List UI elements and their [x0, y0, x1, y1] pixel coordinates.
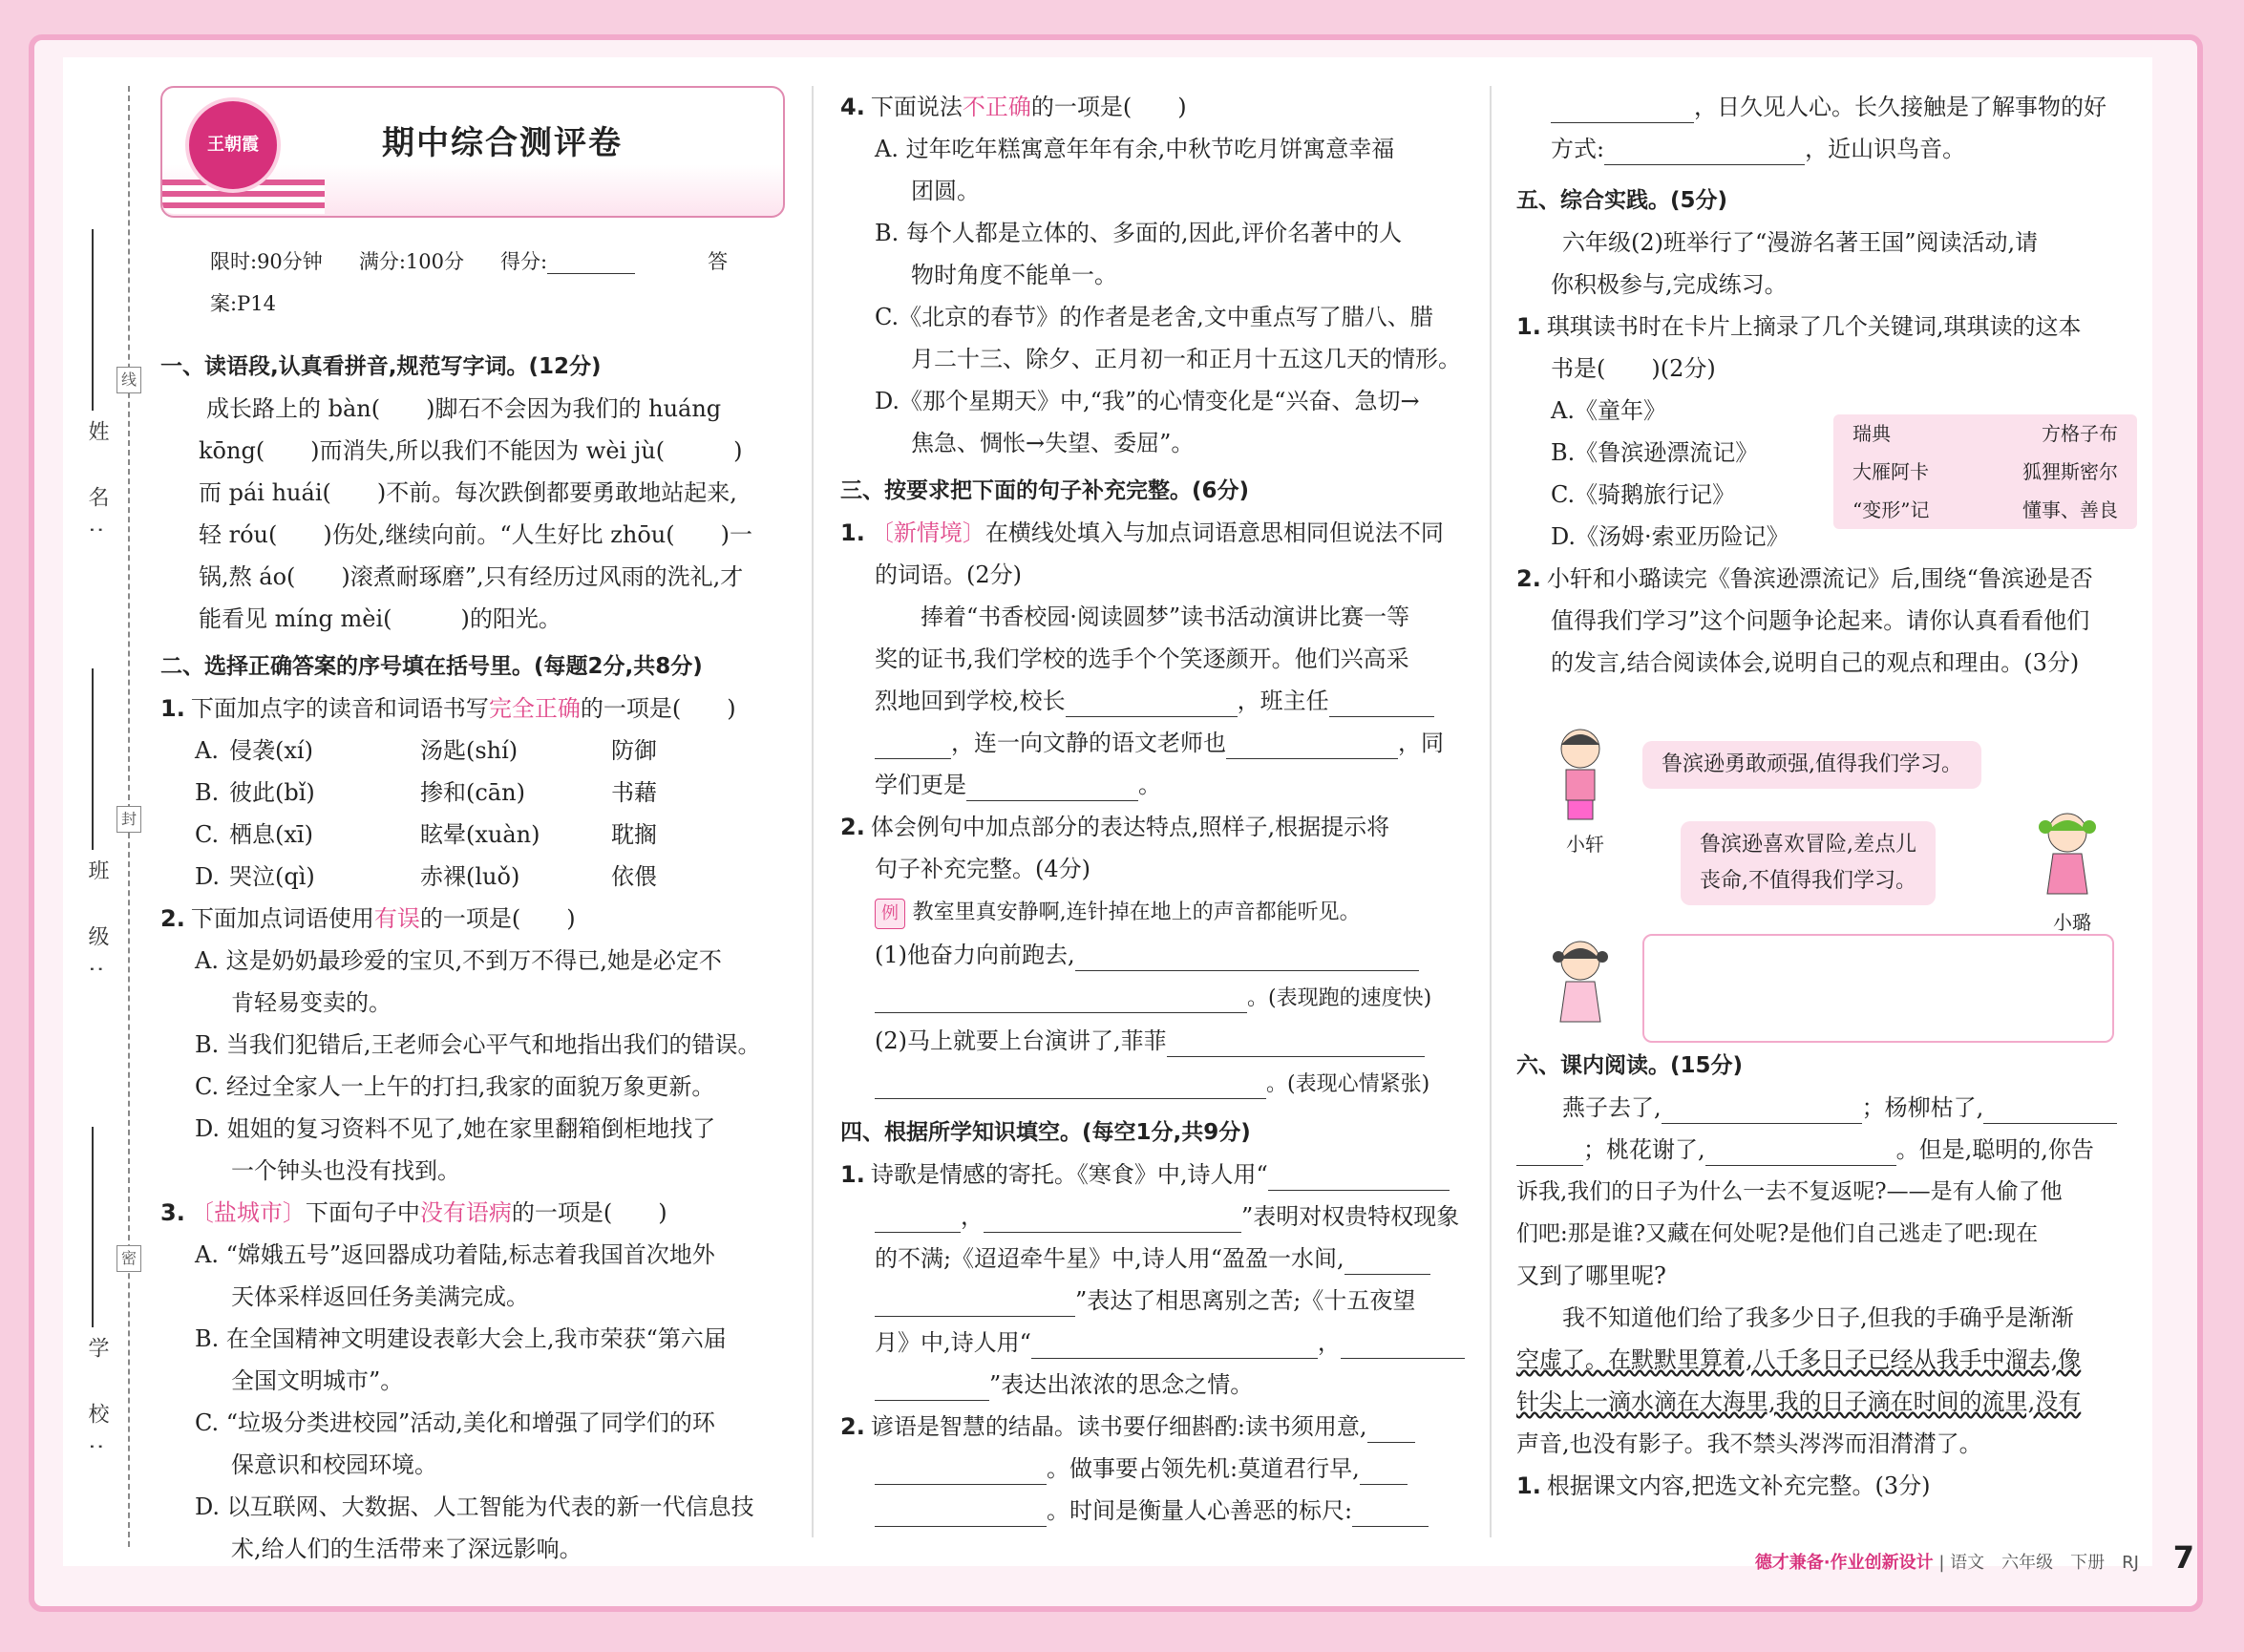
s5-q1-stem: 1. 琪琪读书时在卡片上摘录了几个关键词,琪琪读的这本	[1516, 313, 2082, 340]
s2-q1-option: B. 彼此(bǐ) 掺和(cān) 书藉	[195, 779, 657, 806]
s4-q2-line: 方式: ，近山识鸟音。	[1516, 128, 2137, 170]
answer-blank[interactable]	[1226, 730, 1398, 759]
s5-intro: 六年级(2)班举行了“漫游名著王国”阅读活动,请	[1562, 229, 2039, 256]
s1-line: 而 pái huái( )不前。每次跌倒都要勇敢地站起来,	[199, 479, 737, 506]
answer-blank[interactable]	[1341, 1329, 1465, 1359]
s2-q3-option: 天体采样返回任务美满完成。	[231, 1283, 529, 1310]
brand-logo: 王朝霞	[185, 97, 281, 193]
s5-q1-option: B.《鲁滨逊漂流记》	[1551, 439, 1759, 466]
answer-blank[interactable]	[1604, 136, 1805, 165]
seal-mark-line: 线	[116, 367, 141, 393]
score-blank[interactable]	[547, 252, 635, 274]
answer-blank[interactable]	[1360, 1455, 1408, 1485]
s3-q2-s1-hint: 。(表现跑的速度快)	[840, 976, 1466, 1020]
s2-q3-option: C. “垃圾分类进校园”活动,美化和增强了同学们的环	[195, 1409, 715, 1436]
s5-q2-stem: 2. 小轩和小璐读完《鲁滨逊漂流记》后,围绕“鲁滨逊是否	[1516, 565, 2093, 592]
answer-blank[interactable]	[875, 730, 951, 759]
school-line	[92, 1127, 94, 1327]
girl-figure-reader	[1547, 936, 1614, 1041]
s2-q4-option: 物时角度不能单一。	[911, 262, 1117, 288]
s2-q2-option: 一个钟头也没有找到。	[231, 1157, 460, 1184]
s2-q4-option: A. 过年吃年糕寓意年年有余,中秋节吃月饼寓意幸福	[875, 136, 1395, 162]
s2-q3-option: B. 在全国精神文明建设表彰大会上,我市荣获“第六届	[195, 1325, 727, 1352]
s1-line: 锅,熬 áo( )滚煮耐琢磨”,只有经历过风雨的洗礼,才	[199, 563, 744, 590]
score-label: 得分:	[500, 250, 548, 273]
name-line	[92, 229, 94, 411]
s5-intro: 你积极参与,完成练习。	[1551, 271, 1788, 298]
s3-q2-s2-hint: 。(表现心情紧张)	[840, 1062, 1466, 1106]
s2-q2-option: A. 这是奶奶最珍爱的宝贝,不到万不得已,她是必定不	[195, 947, 722, 974]
exam-meta	[210, 241, 791, 325]
s3-q2-stem-cont: 句子补充完整。(4分)	[875, 856, 1090, 882]
s4-q2-line: ，日久见人心。长久接触是了解事物的好	[1516, 86, 2137, 128]
s2-q4-option: D.《那个星期天》中,“我”的心情变化是“兴奋、急切→	[875, 388, 1420, 414]
s5-q1-option: A.《童年》	[1551, 397, 1666, 424]
s2-q4-option: C.《北京的春节》的作者是老舍,文中重点写了腊八、腊	[875, 304, 1433, 330]
title-box	[160, 86, 785, 218]
class-line	[92, 668, 94, 850]
answer-blank[interactable]	[1031, 1329, 1318, 1359]
seal-mark-secret: 密	[116, 1245, 141, 1272]
section-5-heading: 五、综合实践。(5分)	[1516, 188, 1728, 213]
speaker-name-xiaoxuan: 小轩	[1566, 833, 1604, 856]
answer-blank[interactable]	[875, 984, 1247, 1013]
s6-para: 针尖上一滴水滴在大海里,我的日子滴在时间的流里,没有	[1516, 1388, 2082, 1415]
girl-figure-xiaolu	[2034, 808, 2101, 913]
column-middle	[840, 86, 1466, 1532]
answer-blank[interactable]	[984, 1203, 1241, 1233]
answer-blank[interactable]	[875, 1371, 989, 1401]
answer-blank[interactable]	[1167, 1027, 1425, 1057]
s2-q1-stem: 1. 下面加点字的读音和词语书写完全正确的一项是( )	[160, 695, 736, 722]
column-left	[160, 86, 791, 1570]
s2-q4-option: 焦急、惆怅→失望、委屈”。	[911, 430, 1195, 456]
answer-blank[interactable]	[1551, 94, 1694, 123]
section-2-heading: 二、选择正确答案的序号填在括号里。(每题2分,共8分)	[160, 654, 703, 679]
answer-blank[interactable]	[1268, 1161, 1450, 1191]
s3-q2-s2: (2)马上就要上台演讲了,菲菲	[840, 1020, 1466, 1062]
s1-line: 成长路上的 bàn( )脚石不会因为我们的 huáng	[206, 395, 722, 422]
s6-para: 声音,也没有影子。我不禁头涔涔而泪潸潸了。	[1516, 1430, 1982, 1457]
answer-blank[interactable]	[1983, 1094, 2117, 1124]
s6-q1-stem: 1. 根据课文内容,把选文补充完整。(3分)	[1516, 1472, 1931, 1499]
answer-blank[interactable]	[875, 1203, 961, 1233]
s2-q4-option: 团圆。	[911, 178, 980, 204]
boy-figure-xiaoxuan	[1547, 724, 1614, 829]
s6-para: 诉我,我们的日子为什么一去不复返呢?——是有人偷了他	[1516, 1179, 2063, 1204]
s3-q1-stem: 1. 〔新情境〕在横线处填入与加点词语意思相同但说法不同	[840, 519, 1444, 546]
school-label: 学 校:	[85, 1337, 109, 1470]
answer-blank[interactable]	[875, 1455, 1047, 1485]
seal-mark-seal: 封	[116, 806, 141, 833]
s2-q3-option: 全国文明城市”。	[231, 1367, 404, 1394]
s4-q1-line: 的不满;《迢迢牵牛星》中,诗人用“盈盈一水间,	[840, 1238, 1466, 1280]
s2-q2-option: C. 经过全家人一上午的打扫,我家的面貌万象更新。	[195, 1073, 715, 1100]
s2-q3-option: 保意识和校园环境。	[231, 1451, 437, 1478]
section-6-heading: 六、课内阅读。(15分)	[1516, 1053, 1744, 1078]
s3-q1-para: ，连一向文静的语文老师也 ，同	[840, 722, 1466, 764]
s3-q1-para: 学们更是 。	[840, 764, 1466, 806]
s3-q1-para: 奖的证书,我们学校的选手个个笑逐颜开。他们兴高采	[875, 646, 1409, 672]
s2-q4-stem: 4. 下面说法不正确的一项是( )	[840, 94, 1187, 120]
s2-q1-option: A. 侵袭(xí) 汤匙(shí) 防御	[195, 737, 657, 764]
page-footer: 德才兼备·作业创新设计 | 语文 六年级 下册 RJ	[1754, 1553, 2139, 1573]
s4-q2-line: 。做事要占领先机:莫道君行早,	[840, 1448, 1466, 1490]
s3-q2-stem: 2. 体会例句中加点部分的表达特点,照样子,根据提示将	[840, 814, 1390, 840]
s2-q4-option: 月二十三、除夕、正月初一和正月十五这几天的情形。	[911, 346, 1461, 372]
s3-q2-s1: (1)他奋力向前跑去,	[840, 934, 1466, 976]
s4-q1-line: ”表达了相思离别之苦;《十五夜望	[840, 1280, 1466, 1322]
answer-blank[interactable]	[1352, 1497, 1429, 1527]
answer-blank[interactable]	[1329, 688, 1434, 717]
s6-para: 我不知道他们给了我多少日子,但我的手确乎是渐渐	[1562, 1304, 2074, 1331]
s5-q1-option: C.《骑鹅旅行记》	[1551, 481, 1736, 508]
answer-blank[interactable]	[1066, 688, 1238, 717]
s4-q2-line: 2. 谚语是智慧的结晶。读书要仔细斟酌:读书须用意,	[840, 1406, 1466, 1448]
section-3-heading: 三、按要求把下面的句子补充完整。(6分)	[840, 478, 1250, 503]
s2-q2-option: 肯轻易变卖的。	[231, 989, 392, 1016]
s2-q1-option: D. 哭泣(qì) 赤裸(luǒ) 依偎	[195, 863, 657, 890]
s3-q1-stem-cont: 的词语。(2分)	[875, 561, 1022, 588]
answer-blank[interactable]	[1662, 1094, 1862, 1124]
answer-ref: 答案:P14	[210, 250, 729, 315]
answer-blank[interactable]	[966, 772, 1138, 801]
s2-q3-option: A. “嫦娥五号”返回器成功着陆,标志着我国首次地外	[195, 1241, 715, 1268]
s4-q2-line: 。时间是衡量人心善恶的标尺:	[840, 1490, 1466, 1532]
s3-q1-para: 烈地回到学校,校长 ，班主任	[840, 680, 1466, 722]
s4-q1-line: 1. 诗歌是情感的寄托。《寒食》中,诗人用“	[840, 1154, 1466, 1196]
s2-q3-option: 术,给人们的生活带来了深远影响。	[231, 1536, 582, 1562]
s6-para: 又到了哪里呢?	[1516, 1262, 1666, 1289]
s5-q1-stem-cont: 书是( )(2分)	[1551, 355, 1716, 382]
answer-blank[interactable]	[1516, 1136, 1583, 1166]
s6-para: 空虚了。在默默里算着,八千多日子已经从我手中溜去,像	[1516, 1346, 2082, 1373]
answer-box[interactable]	[1642, 934, 2114, 1043]
s2-q3-stem: 3. 〔盐城市〕下面句子中没有语病的一项是( )	[160, 1199, 667, 1226]
class-label: 班 级:	[85, 859, 109, 992]
answer-blank[interactable]	[1705, 1136, 1896, 1166]
s4-q1-line: ， ”表明对权贵特权现象	[840, 1196, 1466, 1238]
s5-q2-stem: 的发言,结合阅读体会,说明自己的观点和理由。(3分)	[1551, 649, 2080, 676]
s4-q1-line: ”表达出浓浓的思念之情。	[840, 1364, 1466, 1406]
keyword-card: 瑞典 方格子布 大雁阿卡 狐狸斯密尔 “变形”记 懂事、善良	[1833, 414, 2137, 529]
s3-q1-para: 捧着“书香校园·阅读圆梦”读书活动演讲比赛一等	[921, 604, 1410, 630]
s1-line: 能看见 míng mèi( )的阳光。	[199, 605, 561, 632]
s4-q1-line: 月》中,诗人用“ ，	[840, 1322, 1466, 1364]
s5-q2-stem: 值得我们学习”这个问题争论起来。请你认真看看他们	[1551, 607, 2090, 634]
s3-q2-example: 例 教室里真安静啊,连针掉在地上的声音都能听见。	[840, 890, 1466, 934]
name-label: 姓 名:	[85, 420, 109, 553]
answer-blank[interactable]	[875, 1287, 1075, 1317]
s2-q2-option: D. 姐姐的复习资料不见了,她在家里翻箱倒柜地找了	[195, 1115, 716, 1142]
speech-bubble-xiaolu: 鲁滨逊喜欢冒险,差点儿 丧命,不值得我们学习。	[1681, 821, 1936, 905]
answer-blank[interactable]	[1367, 1413, 1415, 1443]
section-4-heading: 四、根据所学知识填空。(每空1分,共9分)	[840, 1120, 1251, 1145]
speech-bubble-xiaoxuan: 鲁滨逊勇敢顽强,值得我们学习。	[1642, 741, 1981, 789]
s5-q1-option: D.《汤姆·索亚历险记》	[1551, 523, 1789, 550]
s2-q2-option: B. 当我们犯错后,王老师会心平气和地指出我们的错误。	[195, 1031, 761, 1058]
page-title: 期中综合测评卷	[382, 124, 623, 162]
answer-blank[interactable]	[1075, 942, 1419, 971]
column-divider	[1490, 86, 1492, 1537]
answer-blank[interactable]	[875, 1070, 1266, 1099]
s6-para: 燕子去了, ；杨柳枯了,	[1516, 1087, 2137, 1129]
s2-q4-option: B. 每个人都是立体的、多面的,因此,评价名著中的人	[875, 220, 1403, 246]
s6-para: 们吧:那是谁?又藏在何处呢?是他们自己逃走了吧:现在	[1516, 1221, 2039, 1246]
column-divider	[812, 86, 814, 1537]
full-score: 满分:100分	[358, 250, 464, 273]
answer-blank[interactable]	[875, 1497, 1047, 1527]
s6-para: ；桃花谢了, 。但是,聪明的,你告	[1516, 1129, 2137, 1171]
section-1-heading: 一、读语段,认真看拼音,规范写字词。(12分)	[160, 354, 602, 379]
s1-line: 轻 róu( )伤处,继续向前。“人生好比 zhōu( )一	[199, 521, 752, 548]
s2-q1-option: C. 栖息(xī) 眩晕(xuàn) 耽搁	[195, 821, 657, 848]
answer-blank[interactable]	[1344, 1245, 1430, 1275]
s2-q2-stem: 2. 下面加点词语使用有误的一项是( )	[160, 905, 576, 932]
time-limit: 限时:90分钟	[210, 250, 323, 273]
speaker-name-xiaolu: 小璐	[2053, 911, 2091, 934]
s2-q3-option: D. 以互联网、大数据、人工智能为代表的新一代信息技	[195, 1493, 754, 1520]
s1-line: kōng( )而消失,所以我们不能因为 wèi jù( )	[199, 437, 743, 464]
page-number: 7	[2172, 1539, 2194, 1576]
